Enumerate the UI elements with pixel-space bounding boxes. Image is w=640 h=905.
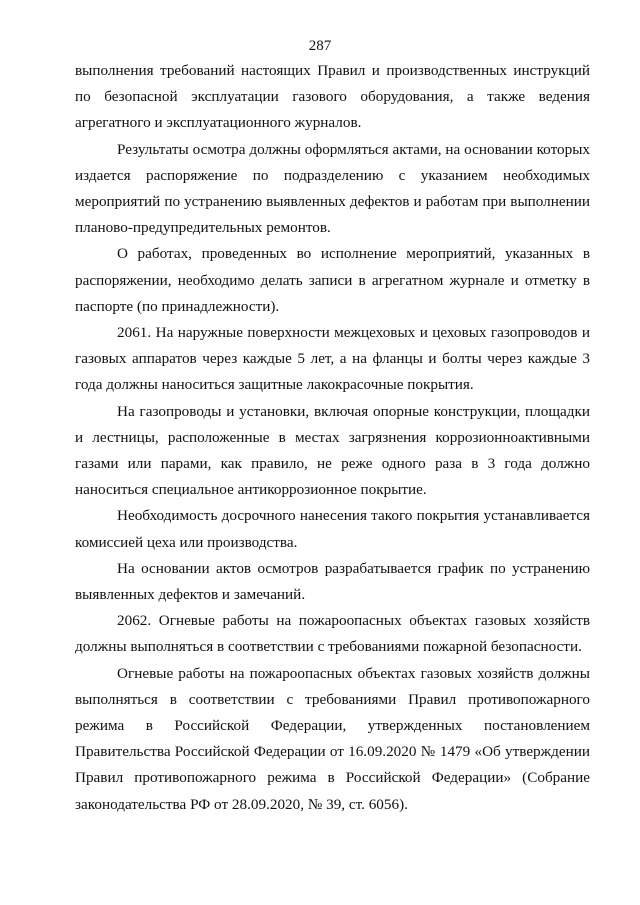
paragraph-inspection-results: Результаты осмотра должны оформляться актами, на основании которых издается распоряжение по подразделению с указанием необходимых мероприятий по устранению выявленных дефектов и работам при выполнении планово-предупредительных ремонтов. bbox=[75, 140, 590, 237]
paragraph-fire-works: Огневые работы на пожароопасных объектах газовых хозяйств должны выполняться в соответствии с требованиями Правил противопожарного режима в Российской Федерации, утвержденных постановлением Правительства Российской Федерации от 16.09.2020 № 1479 «Об утверждении Правил противопожарного режима в Российской Федерации» (Собрание законодательства РФ от 28.09.2020, № 39, ст. 6056). bbox=[75, 664, 590, 813]
page-number: 287 bbox=[308, 38, 332, 54]
paragraph-anticorrosion-coating: На газопроводы и установки, включая опорные конструкции, площадки и лестницы, расположенные в местах загрязнения коррозионноактивными газами или парами, как правило, не реже одного раза в 3 года должно наноситься специальное антикоррозионное покрытие. bbox=[75, 402, 590, 499]
paragraph-work-records: О работах, проведенных во исполнение мероприятий, указанных в распоряжении, необходимо делать записи в агрегатном журнале и отметку в паспорте (по принадлежности). bbox=[75, 245, 590, 315]
paragraph-early-coating: Необходимость досрочного нанесения такого покрытия устанавливается комиссией цеха или производства. bbox=[75, 507, 590, 551]
paragraph-clause-2061: 2061. На наружные поверхности межцеховых и цеховых газопроводов и газовых аппаратов через каждые 5 лет, а на фланцы и болты через каждые 3 года должны наноситься защитные лакокрасочные покрытия. bbox=[75, 324, 590, 394]
paragraph-defect-schedule: На основании актов осмотров разрабатывается график по устранению выявленных дефектов и замечаний. bbox=[75, 559, 590, 604]
paragraph-continuation: выполнения требований настоящих Правил и производственных инструкций по безопасной эксплуатации газового оборудования, а также ведения агрегатного и эксплуатационного журналов. bbox=[75, 62, 590, 132]
paragraph-clause-2062: 2062. Огневые работы на пожароопасных объектах газовых хозяйств должны выполняться в соответствии с требованиями пожарной безопасности. bbox=[75, 612, 590, 656]
document-body bbox=[75, 58, 590, 818]
